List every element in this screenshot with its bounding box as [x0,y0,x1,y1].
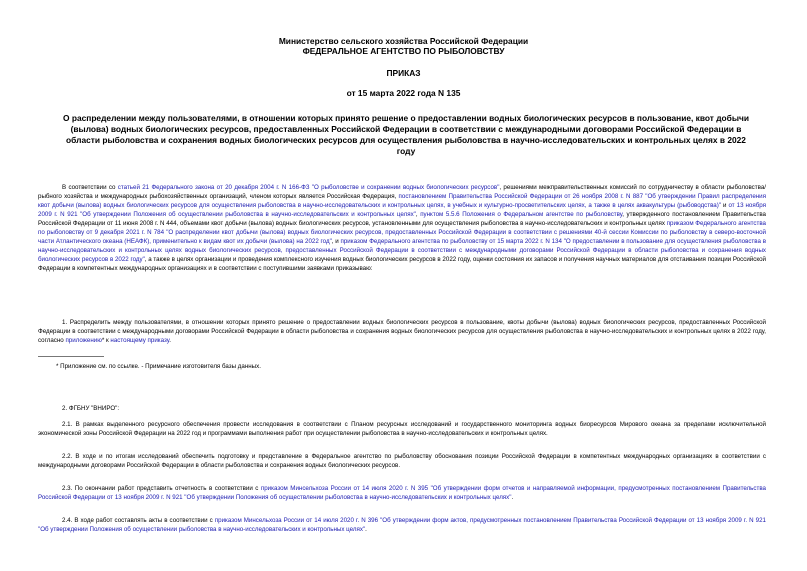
point-2-4-paragraph [38,516,766,534]
link-clause-5-5-6[interactable]: пунктом 5.5.6 Положения о Федеральном агентстве по рыболовству [420,211,623,219]
link-this-order[interactable]: настоящему приказу [110,337,170,345]
preamble-text-1: В соответствии со [62,184,118,191]
point-2-3-text-1: 2.3. По окончании работ представить отчетность в соответствии с [62,485,261,492]
point-1-text-3: . [169,337,171,345]
point-1-paragraph [38,318,766,345]
footnote: * Приложение см. по ссылке. - Примечание изготовителя базы данных. [56,363,261,370]
link-article-21-law-166fz[interactable]: статьей 21 Федерального закона от 20 декабря 2004 г. N 166-ФЗ "О рыболовстве и сохранении водных биологических ресурсов" [117,184,500,191]
link-order-134[interactable]: приказом Федерального агентства по рыболовству от 15 марта 2022 г. N 134 "О предоставлении в пользование для осуществления рыболовства в научно-исследовательских и контрольных целях водных биологических ресурсов, предоставленных Российской Федерации в соответствии с международными договорами Российской Федерации в области рыболовства и сохранения водных биологических ресурсов в 2022 году" [38,238,766,264]
point-2-1-paragraph: 2.1. В рамках выделенного ресурсного обеспечения провести исследования в соответствии с Планом ресурсных исследований и государственного мониторинга водных биоресурсов Мирового океана за пределами исключительной экономической зоны Российской Федерации на 2022 год и программами выполнения работ при осуществлении рыболовства в научно-исследовательских и контрольных целях. [38,421,766,438]
link-order-395[interactable]: приказом Минсельхоза России от 14 июля 2020 г. N 395 "Об утверждении форм отчетов и направляемой информации, предусмотренных постановлением Правительства Российской Федерации от 13 ноября 2009 г. N 921 "Об утверждении Положения об осуществлении рыболовства в научно-исследовательских и контрольных целях" [38,485,766,502]
link-resolution-921[interactable]: от 13 ноября 2009 г. N 921 "Об утверждении Положения об осуществлении рыболовства в научно-исследовательских и контрольных целях" [38,202,766,219]
link-appendix[interactable]: приложению [65,337,102,345]
link-order-396[interactable]: приказом Минсельхоза России от 14 июля 2020 г. N 396 "Об утверждении форм актов, предусмотренных постановлением Правительства Российской Федерации от 13 ноября 2009 г. N 921 "Об утверждении Положения об осуществлении рыболовства в научно-исследовательских и контрольных целях" [38,517,766,534]
preamble-text-4: , [415,211,421,219]
preamble-text-2: , решениями межправительственных комиссий по сотрудничеству в области рыболовства/рыбного хозяйства и международных рыбохозяйственных организаций, членом которых является Российская Федерация, [38,184,766,201]
point-2-label: 2. ФГБНУ "ВНИРО": [62,405,120,412]
point-2-3-text-2: . [511,494,514,502]
preamble-text-5: , утвержденного постановлением Правительства Российской Федерации от 11 июня 2008 г. N 444, объемами квот добычи (вылова) водных биологических ресурсов, установленными для осуществления рыболовства в научно-исследовательских и контрольных целях [38,211,766,228]
agency-name: ФЕДЕРАЛЬНОЕ АГЕНТСТВО ПО РЫБОЛОВСТВУ [302,46,505,56]
point-1-text-1: 1. Распределить между пользователями, в отношении которых принято решение о предоставлении водных биологических ресурсов в пользование, квоты добычи (вылова) водных биологических ресурсов, предоставленных Российской Федерации в соответствии с международными договорами Российской Федерации в области рыболовства и сохранения водных биологических ресурсов для осуществления рыболовства в научно-исследовательских и контрольных целях в 2022 году, согласно [38,319,766,345]
preamble-paragraph [38,183,766,273]
preamble-text-7: , а также в целях организации и проведения комплексного изучения водных биологических ресурсов в 2022 году, оценки состояния их запасов и получения научных материалов для отстаивания позиции Российской Федерации в компетентных международных организациях и в соответствии с поступившими заявками приказываю: [38,256,766,273]
ministry-name: Министерство сельского хозяйства Российской Федерации [278,36,529,46]
preamble-text-3: и [721,202,729,210]
footnote-separator [38,356,104,357]
point-1-text-2: * к [101,337,111,345]
point-2-3-paragraph [38,484,766,502]
document-date-number: от 15 марта 2022 года N 135 [346,88,461,98]
link-order-784[interactable]: приказом Федерального агентства по рыболовству от 9 декабря 2021 г. N 784 "О распределении квот добычи (вылова) водных биологических ресурсов, предоставленных Российской Федерации в соответствии с решениями 40-й сессии Комиссии по рыболовству в северо-восточной части Атлантического океана (НЕАФК), применительно к видам квот их добычи (вылова) на 2022 год" [38,220,766,246]
point-2-2-paragraph: 2.2. В ходе и по итогам исследований обеспечить подготовку и представление в Федеральное агентство по рыболовству обоснования позиции Российской Федерации в компетентных международных организациях в соответствии с международными договорами Российской Федерации в области рыболовства и сохранения водных биологических ресурсов. [38,453,766,470]
point-2-4-text-2: . [365,526,367,534]
preamble-text-6: , и [331,238,341,246]
document-type: ПРИКАЗ [386,68,421,78]
document-title: О распределении между пользователями, в отношении которых принято решение о предоставлении водных биологических ресурсов в пользование, квот добычи (вылова) водных биологических ресурсов, предоставленных Российской Федерации в соответствии с международными договорами Российской Федерации в области рыболовства и сохранения водных биологических ресурсов для осуществления рыболовства в научно-исследовательских и контрольных целях в 2022 году [62,113,749,156]
point-2-4-text-1: 2.4. В ходе работ составлять акты в соответствии с [62,517,215,524]
link-resolution-887[interactable]: постановлением Правительства Российской Федерации от 26 ноября 2008 г. N 887 "Об утверждении Правил распределения квот добычи (вылова) водных биологических ресурсов для осуществления рыболовства в научно-исследовательских и контрольных целях, в учебных и культурно-просветительских целях, а также в целях аквакультуры (рыбоводства)" [38,193,766,210]
